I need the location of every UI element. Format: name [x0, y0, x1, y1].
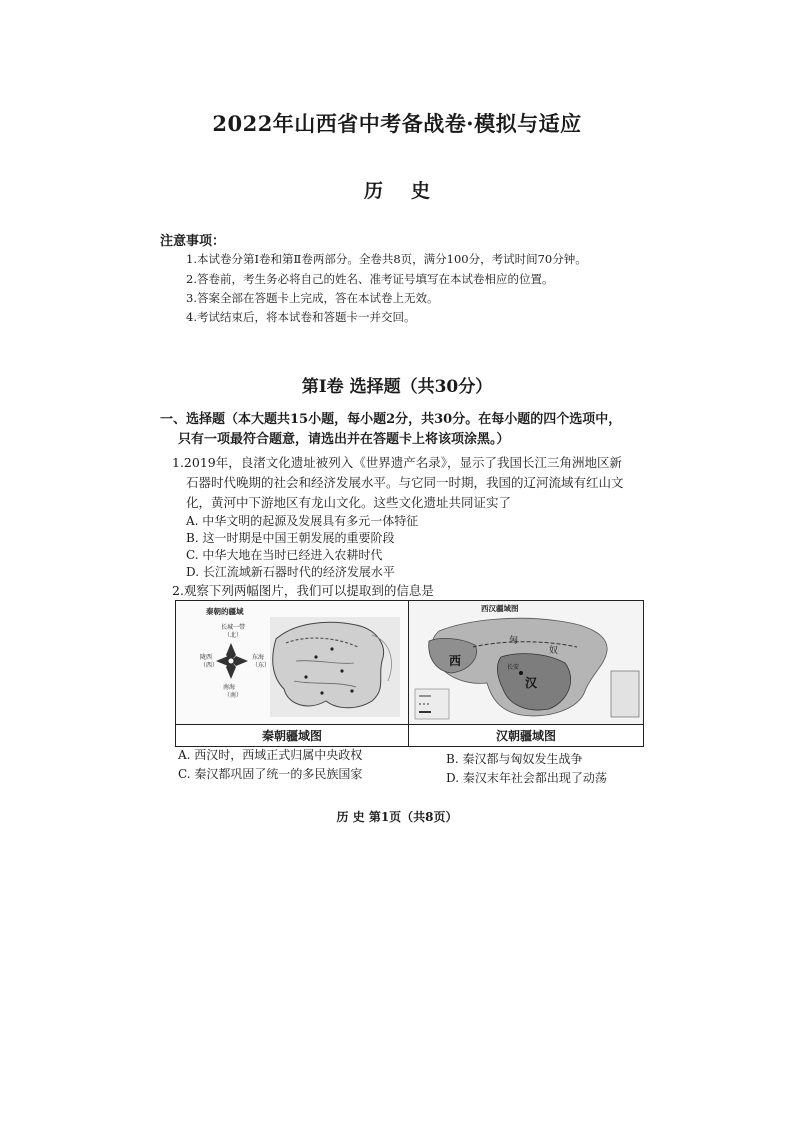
- qin-territory-shape: [270, 617, 400, 717]
- changan-label: 长安: [507, 664, 520, 671]
- han-map-caption: 汉朝疆域图: [409, 724, 643, 747]
- q1-option-c: C. 中华大地在当时已经进入农耕时代: [186, 548, 383, 562]
- qin-east-label: 东海: [252, 654, 265, 661]
- han-region-label: 匈: [509, 636, 519, 646]
- stem-line: 化，黄河中下游地区有龙山文化。这些文化遗址共同证实了: [186, 495, 512, 510]
- instruction-line: 一、选择题（本大题共15小题，每小题2分，共30分。在每小题的四个选项中，: [160, 412, 622, 427]
- notice-item: 1.本试卷分第Ⅰ卷和第Ⅱ卷两部分。全卷共8页，满分100分，考试时间70分钟。: [186, 252, 587, 266]
- maps-figure: [175, 600, 644, 747]
- notice-item: 4.考试结束后，将本试卷和答题卡一并交回。: [186, 310, 416, 324]
- han-region-label: 奴: [549, 646, 559, 656]
- q1-option-b: B. 这一时期是中国王朝发展的重要阶段: [186, 531, 395, 545]
- notice-item: 2.答卷前，考生务必将自己的姓名、准考证号填写在本试卷相应的位置。: [186, 272, 554, 286]
- part-instructions: [160, 410, 640, 450]
- subject-title: 历史: [363, 180, 458, 202]
- han-territory-map: [409, 601, 643, 724]
- qin-map-title: 秦朝的疆域: [206, 607, 244, 616]
- q2-option-d: D. 秦汉末年社会都出现了动荡: [446, 771, 607, 785]
- stem-line: 1.2019年，良渚文化遗址被列入《世界遗产名录》，显示了我国长江三角洲地区新: [172, 455, 622, 470]
- page-footer: 历 史 第1页（共8页）: [336, 810, 458, 824]
- question-2-stem: 2.观察下列两幅图片，我们可以提取到的信息是: [172, 583, 434, 598]
- qin-west-label: 陇西: [200, 654, 213, 661]
- notice-item: 3.答案全部在答题卡上完成，答在本试卷上无效。: [186, 291, 439, 305]
- qin-east-sub: （东）: [252, 662, 271, 669]
- qin-north-sub: （北）: [224, 632, 243, 639]
- q1-option-d: D. 长江流域新石器时代的经济发展水平: [186, 565, 395, 579]
- section-title: 第Ⅰ卷 选择题（共30分）: [301, 377, 493, 397]
- xi-label: 西: [449, 654, 462, 668]
- qin-south-label: 南海: [223, 684, 236, 691]
- qin-map-caption: 秦朝疆域图: [176, 724, 409, 747]
- q2-option-c: C. 秦汉都巩固了统一的多民族国家: [178, 767, 363, 781]
- qin-territory-map: [176, 601, 409, 724]
- han-label: 汉: [525, 676, 538, 690]
- han-map-title: 西汉疆域图: [481, 604, 519, 613]
- exam-title: 2022年山西省中考备战卷·模拟与适应: [212, 111, 582, 136]
- q2-option-a: A. 西汉时，西域正式归属中央政权: [178, 748, 363, 762]
- notice-heading: 注意事项：: [160, 234, 226, 249]
- stem-line: 石器时代晚期的社会和经济发展水平。与它同一时期，我国的辽河流域有红山文: [186, 475, 624, 490]
- instruction-line: 只有一项最符合题意，请选出并在答题卡上将该项涂黑。）: [178, 432, 510, 447]
- qin-south-sub: （南）: [224, 692, 243, 699]
- qin-north-label: 长城一带: [221, 624, 246, 631]
- q1-option-a: A. 中华文明的起源及发展具有多元一体特征: [186, 514, 419, 528]
- q2-option-b: B. 秦汉都与匈奴发生战争: [446, 752, 583, 766]
- qin-west-sub: （西）: [200, 662, 219, 669]
- question-1-stem: [172, 453, 642, 513]
